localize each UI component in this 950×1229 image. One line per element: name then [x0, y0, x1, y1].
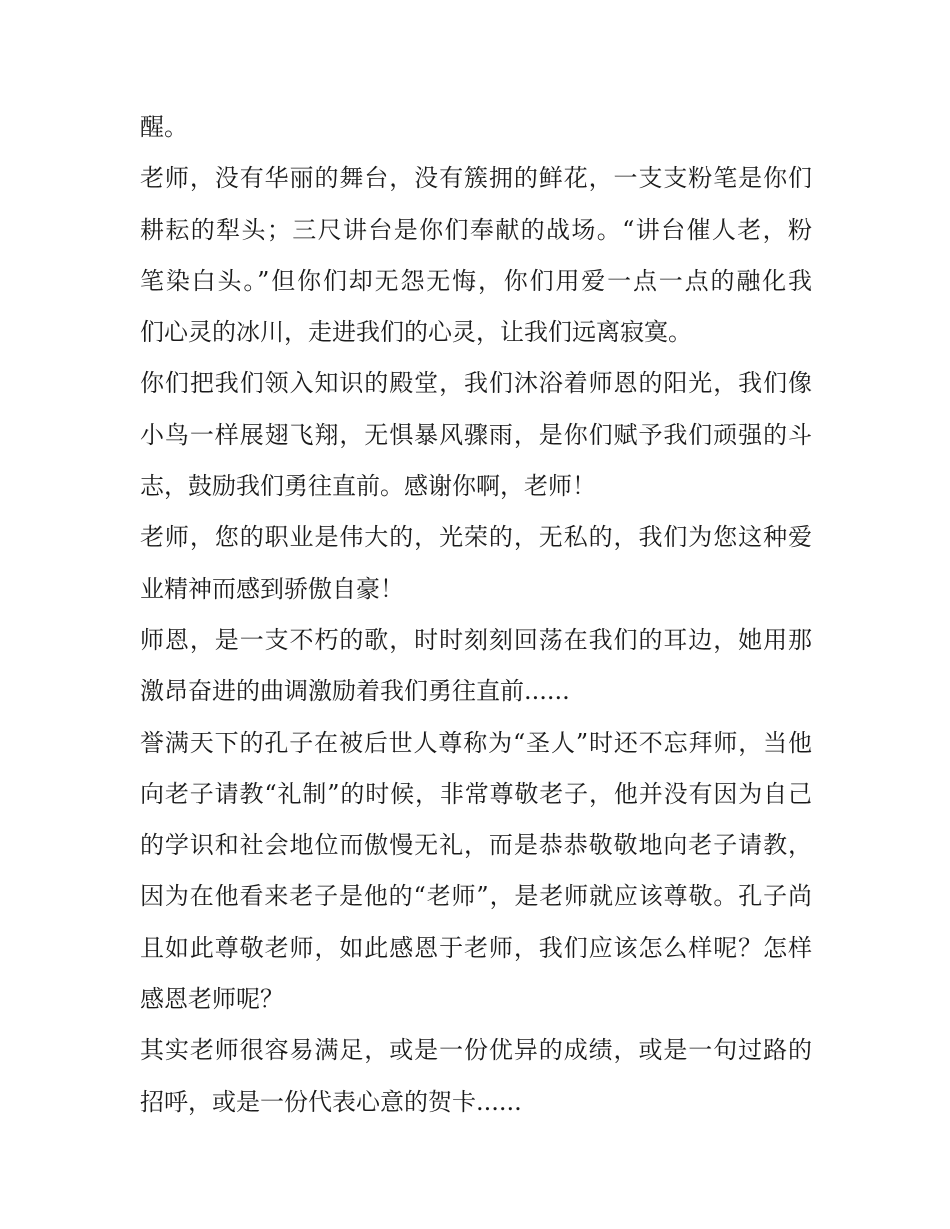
text-line: 志，鼓励我们勇往直前。感谢你啊，老师！	[140, 472, 596, 501]
text-line: 业精神而感到骄傲自豪！	[140, 574, 404, 603]
text-line: 且如此尊敬老师，如此感恩于老师，我们应该怎么样呢？怎样	[140, 933, 812, 962]
text-line: 你们把我们领入知识的殿堂，我们沐浴着师恩的阳光，我们像	[140, 369, 812, 398]
text-line: 醒。	[140, 113, 188, 141]
text-line: 激昂奋进的曲调激励着我们勇往直前......	[140, 677, 570, 706]
text-line: 们心灵的冰川，走进我们的心灵，让我们远离寂寞。	[140, 318, 692, 347]
paragraph-3	[140, 358, 812, 512]
paragraph-7	[140, 1025, 812, 1128]
paragraph-6	[140, 718, 812, 1026]
text-line: 招呼，或是一份代表心意的贺卡......	[140, 1087, 522, 1116]
text-line: 笔染白头。”但你们却无怨无悔，你们用爱一点一点的融化我	[140, 266, 812, 295]
text-line: 师恩，是一支不朽的歌，时时刻刻回荡在我们的耳边，她用那	[140, 625, 812, 654]
text-line: 因为在他看来老子是他的“老师”，是老师就应该尊敬。孔子尚	[140, 882, 812, 911]
text-line: 向老子请教“礼制”的时候，非常尊敬老子，他并没有因为自己	[140, 779, 812, 808]
document-body	[140, 102, 812, 1128]
text-line: 其实老师很容易满足，或是一份优异的成绩，或是一句过路的	[140, 1036, 812, 1065]
text-line: 耕耘的犁头；三尺讲台是你们奉献的战场。“讲台催人老，粉	[140, 215, 812, 244]
text-line: 的学识和社会地位而傲慢无礼，而是恭恭敬敬地向老子请教，	[140, 831, 812, 860]
text-line: 誉满天下的孔子在被后世人尊称为“圣人”时还不忘拜师，当他	[140, 728, 812, 757]
paragraph-4	[140, 512, 812, 615]
text-line: 小鸟一样展翅飞翔，无惧暴风骤雨，是你们赋予我们顽强的斗	[140, 420, 812, 449]
paragraph-2	[140, 153, 812, 358]
paragraph-1	[140, 102, 812, 153]
text-line: 老师，没有华丽的舞台，没有簇拥的鲜花，一支支粉笔是你们	[140, 164, 812, 193]
text-line: 老师，您的职业是伟大的，光荣的，无私的，我们为您这种爱	[140, 523, 812, 552]
paragraph-5	[140, 615, 812, 718]
text-line: 感恩老师呢？	[140, 985, 284, 1014]
